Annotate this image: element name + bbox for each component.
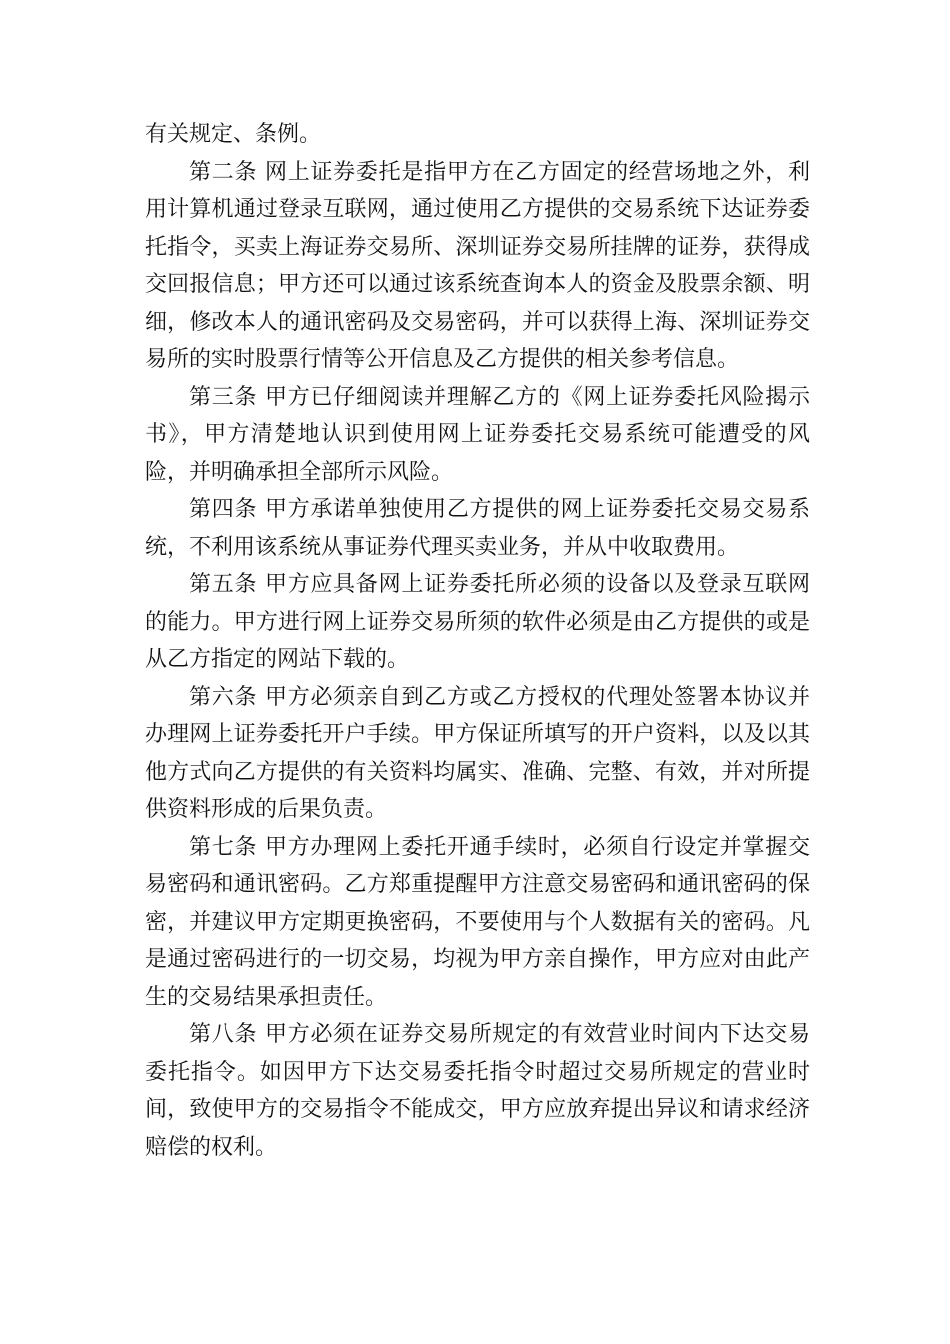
paragraph-article-7: 第七条 甲方办理网上委托开通手续时，必须自行设定并掌握交易密码和通讯密码。乙方郑重提醒甲方注意交易密码和通讯密码的保密，并建议甲方定期更换密码，不要使用与个人数据有关的密码。凡是通过密码进行的一切交易，均视为甲方亲自操作，甲方应对由此产生的交易结果承担责任。 [145,834,810,1010]
paragraph-article-2: 第二条 网上证券委托是指甲方在乙方固定的经营场地之外，利用计算机通过登录互联网，通过使用乙方提供的交易系统下达证券委托指令，买卖上海证券交易所、深圳证券交易所挂牌的证券，获得成交回报信息；甲方还可以通过该系统查询本人的资金及股票余额、明细，修改本人的通讯密码及交易密码，并可以获得上海、深圳证券交易所的实时股票行情等公开信息及乙方提供的相关参考信息。 [145,159,810,372]
paragraph-continuation: 有关规定、条例。 [145,122,322,147]
paragraph-article-6: 第六条 甲方必须亲自到乙方或乙方授权的代理处签署本协议并办理网上证券委托开户手续。甲方保证所填写的开户资料，以及以其他方式向乙方提供的有关资料均属实、准确、完整、有效，并对所提供资料形成的后果负责。 [145,684,810,822]
paragraph-article-5: 第五条 甲方应具备网上证券委托所必须的设备以及登录互联网的能力。甲方进行网上证券交易所须的软件必须是由乙方提供的或是从乙方指定的网站下载的。 [145,572,810,672]
paragraph-article-8: 第八条 甲方必须在证券交易所规定的有效营业时间内下达交易委托指令。如因甲方下达交易委托指令时超过交易所规定的营业时间，致使甲方的交易指令不能成交，甲方应放弃提出异议和请求经济赔偿的权利。 [145,1022,810,1160]
paragraph-article-3: 第三条 甲方已仔细阅读并理解乙方的《网上证券委托风险揭示书》，甲方清楚地认识到使用网上证券委托交易系统可能遭受的风险，并明确承担全部所示风险。 [145,384,810,485]
paragraph-article-4: 第四条 甲方承诺单独使用乙方提供的网上证券委托交易交易系统，不利用该系统从事证券代理买卖业务，并从中收取费用。 [145,497,810,560]
document-body [145,116,810,1166]
